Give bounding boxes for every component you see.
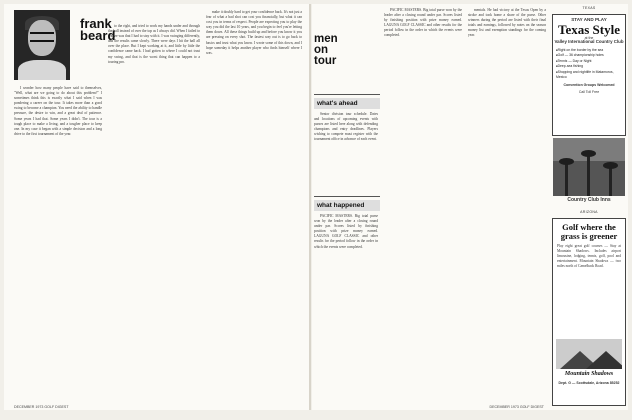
page-footer-left: DECEMBER 1973 GOLF DIGEST	[14, 405, 69, 409]
texas-style-ad[interactable]: STAY AND PLAY Texas Style at the Valley International Country Club ■ Right on the border by the sea ■ Golf — 36 championship holes ■ Tennis — Day or Night ■ Deep-sea fishing ■ Shopping and nightlife in Matamoros, Mexico Convention Groups Welcomed Call Toll Free	[552, 14, 626, 136]
section-title: men on tour	[314, 33, 338, 67]
ad-column	[550, 4, 628, 410]
texas-style-headline: Texas Style	[558, 21, 620, 37]
divider	[314, 94, 380, 95]
article-column-2: to the right, and tried to work my hands under and through the ball instead of over the top as I always did. When I failed to realize was that I had to stay with it. I was swinging differently, and the results came slowly. There were days I hit the ball all over the place. But I kept working at it, and little by little the confidence came back. I had gotten to where I could not trust my swing, and that is the worst thing that can happen to a touring pro.	[108, 24, 200, 64]
resort-name: Valley International Country Club	[554, 39, 624, 44]
results-column-3: mentals. He had victory at the Texas Open by a stroke and took home a share of the purse. Other winners during the period are listed with their final totals and earnings, followed by notes on the season money list and exemption standings for the coming year.	[468, 8, 546, 38]
author-first-name: frank	[80, 16, 112, 31]
article-column-1: I wonder how many people have said to themselves, "Well, what are we going to do about this problem?" I sometimes think this is exactly what I said when I was pondering a career on the tour. It takes more than a good swing to become a champion. You need the ability to handle pressure, the desire to win, and a great deal of patience. Some years I had that. Some years I didn't. The tour is a tough place to make a living, and a tougher place to keep one. In my case it began with a simple decision and a long drive to the first tournament of the year.	[14, 86, 102, 136]
golf-ad-address: Dept. G — Scottsdale, Arizona 85252	[558, 381, 620, 385]
country-club-inns-label: Country Club Inns	[567, 197, 611, 203]
divider	[314, 196, 380, 197]
page-spine	[309, 4, 311, 410]
mountain-shadows-brand: Mountain Shadows	[564, 371, 614, 377]
left-page	[4, 4, 310, 410]
right-page	[312, 4, 628, 410]
country-club-photo	[553, 138, 625, 196]
region-label-arizona: ARIZONA	[580, 210, 598, 214]
whats-happened-heading: what happened	[314, 200, 380, 211]
results-column-2: PACIFIC MASTERS. Big total purse won by the leader after a closing round under par. Scores listed by finishing position with prize money earned. LAGUNA GOLF CLASSIC and other results for the period follow in the order in which the events were completed.	[384, 8, 462, 38]
whats-ahead-heading: what's ahead	[314, 98, 380, 109]
article-column-3: make it doubly hard to get your confidence back. It's not just a fear of what a bad shot can cost you financially, but what it can cost you in terms of respect. People are expecting you to play the way you did the last 10 years, and you begin to feel you're letting them down. All these things build up and before you know it you are pressing on every shot. The fastest way out is to go back to basics and trust what you know. I wrote some of this down, and I hope someday it helps another player who finds himself where I was.	[206, 10, 302, 55]
golf-greener-ad[interactable]	[552, 218, 626, 406]
section-header	[314, 34, 376, 67]
golf-ad-headline: Golf where the grass is greener	[560, 222, 618, 241]
mountain-shadows-logo	[556, 339, 622, 369]
resort-features: ■ Right on the border by the sea ■ Golf — 36 championship holes ■ Tennis — Day or Night ■ Deep-sea fishing ■ Shopping and nightlife in Matamoros, Mexico	[553, 48, 625, 81]
author-last-name: beard	[80, 28, 116, 43]
golf-ad-body: Play eight great golf courses — Stay at Mountain Shadows. Includes airport limousine, lodging, tennis, golf, pool and entertainment. Mountain Shadows — two miles north of Camelback Road.	[557, 244, 621, 269]
schedule-text: Senior division tour schedule. Dates and locations of upcoming events with purses are listed here along with defending champions and entry deadlines. Players wishing to compete must register with the tournament office in advance of each event.	[314, 112, 378, 142]
author-photo	[14, 10, 70, 80]
page-footer-right: DECEMBER 1973 GOLF DIGEST	[489, 405, 544, 409]
results-text: PACIFIC MASTERS. Big total purse won by the leader after a closing round under par. Scores listed by finishing position with prize money earned. LAGUNA GOLF CLASSIC and other results for the period follow in the order in which the events were completed.	[314, 214, 378, 249]
region-label-texas: TEXAS	[582, 6, 596, 10]
